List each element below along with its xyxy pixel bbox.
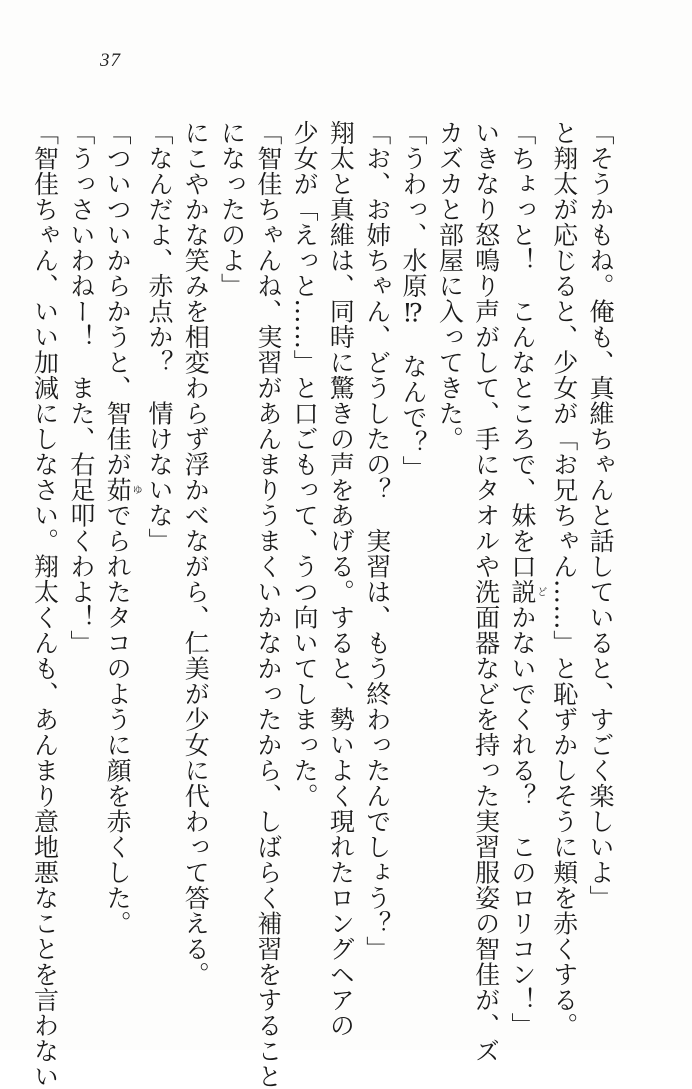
text-column: 少女が「えっと……」と口ごもって、うつ向いてしまった。 (290, 120, 320, 809)
furigana-annotation (103, 477, 142, 503)
furigana-reading: ど (534, 579, 546, 605)
furigana-base: 茹 (103, 477, 133, 503)
text-column: 「ついついからかうと、智佳が茹ゆでられたタコのように顔を赤くした。 (103, 120, 142, 936)
text-column: 翔太と真維は、同時に驚きの声をあげる。すると、勢いよく現れたロングヘアの (326, 120, 356, 1038)
vertical-text-body (26, 120, 618, 1089)
text-column: いきなり怒鳴り声がして、手にタオルや洗面器などを持った実習服姿の智佳が、ズ (471, 120, 501, 1064)
furigana-annotation (507, 579, 546, 605)
text-column: 「智佳ちゃんね、実習があんまりうまくいかなかったから、しばらく補習をすること (253, 120, 283, 1089)
text-column: 「ちょっと！ こんなところで、妹を口説どかないでくれる？ このロリコン！」 (507, 120, 546, 1038)
page-number: 37 (100, 50, 121, 71)
text-column: にこやかな笑みを相変わらず浮かべながら、仁美が少女に代わって答える。 (181, 120, 211, 987)
text-column: 「うわっ、水原⁉ なんで？」 (399, 120, 429, 481)
text-column: 「智佳ちゃん、いい加減にしなさい。翔太くんも、あんまり意地悪なことを言わない (30, 120, 60, 1089)
text-column: カズカと部屋に入ってきた。 (435, 120, 465, 452)
furigana-reading: ゆ (130, 477, 142, 503)
text-column: 「そうかもね。俺も、真維ちゃんと話していると、すごく楽しいよ」 (586, 120, 615, 911)
text-column: 「お、お姉ちゃん、どうしたの？ 実習は、もう終わったんでしょう？」 (362, 120, 392, 962)
text-column: になったのよ」 (217, 120, 247, 299)
text-column: 「なんだよ、赤点か？ 情けないな」 (144, 120, 174, 554)
text-column: 「うっさいわねー！ また、右足叩くわよ！」 (66, 120, 96, 656)
text-column: と翔太が応じると、少女が「お兄ちゃん……」と恥ずかしそうに頬を赤くする。 (549, 120, 579, 1038)
furigana-base: 説 (507, 579, 537, 605)
